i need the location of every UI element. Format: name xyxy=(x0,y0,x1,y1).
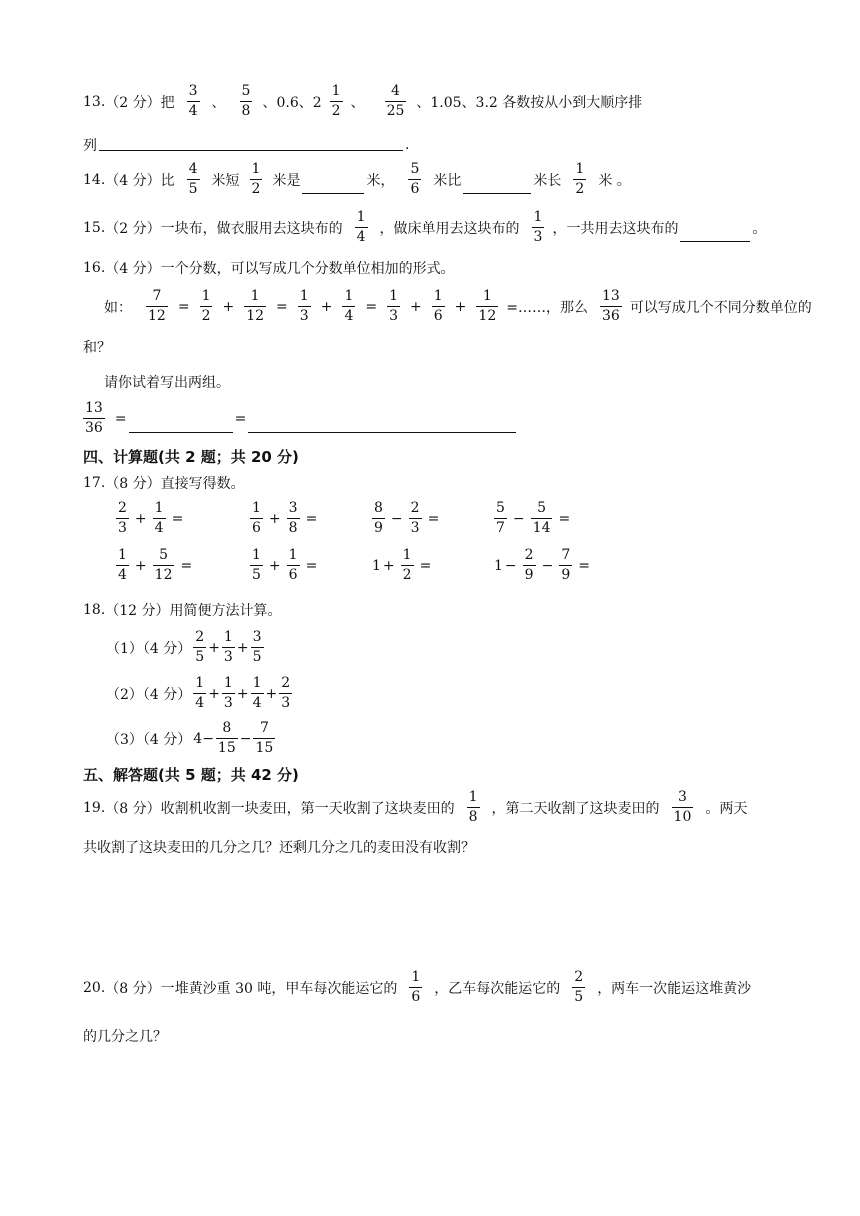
q15-line xyxy=(83,210,860,246)
answer-blank[interactable] xyxy=(129,431,233,433)
q14-points: （4 分） xyxy=(105,172,161,189)
q20-text: ，两车一次能运这堆黄沙 xyxy=(597,980,752,997)
equals-sign: = xyxy=(180,557,193,574)
q15-text: ，一共用去这块布的 xyxy=(552,220,679,237)
fraction: $\frac{4}{5}$ xyxy=(188,161,198,198)
q13-text: 、1.05、3.2 各数按从小到大顺序排 xyxy=(416,94,643,111)
calc-item xyxy=(116,501,185,537)
section-title: 四、计算题(共 2 题；共 20 分) xyxy=(83,448,299,466)
q20-text: 一堆黄沙重 30 吨，甲车每次能运它的 xyxy=(160,980,398,997)
q20-text: ，乙车每次能运它的 xyxy=(434,980,561,997)
q15-number: 15. xyxy=(83,219,106,236)
q16-text: 可以写成几个不同分数单位的 xyxy=(629,299,812,316)
q14-text: 米是 xyxy=(272,172,301,189)
fraction: $\frac{1}{12}$ xyxy=(478,288,497,325)
q13-points: （2 分） xyxy=(105,94,161,111)
q13-line2 xyxy=(83,135,860,155)
fraction: $\frac{1}{3}$ xyxy=(299,288,309,325)
q17-line xyxy=(83,473,860,493)
plus-sign: + xyxy=(222,298,235,315)
fraction: $\frac{1}{4}$ xyxy=(154,500,164,537)
q18-part3 xyxy=(106,721,860,757)
q19-text: 收割机收割一块麦田，第一天收割了这块麦田的 xyxy=(160,800,455,817)
fraction: $\frac{1}{2}$ xyxy=(402,547,412,584)
q16-points: （4 分） xyxy=(105,261,161,277)
q20-line1 xyxy=(83,970,860,1006)
fraction: $\frac{1}{6}$ xyxy=(288,547,298,584)
fraction: $\frac{1}{4}$ xyxy=(356,209,366,246)
q17-number: 17. xyxy=(83,475,106,491)
q16-text: 请你试着写出两组。 xyxy=(104,375,230,391)
operator: − xyxy=(504,557,517,574)
fraction: $\frac{1}{12}$ xyxy=(246,288,265,325)
fraction: $\frac{2}{3}$ xyxy=(410,500,420,537)
fraction: $\frac{7}{9}$ xyxy=(561,547,571,584)
operator: + xyxy=(268,557,281,574)
q17-text: 直接写得数。 xyxy=(160,476,245,492)
fraction: $\frac{1}{4}$ xyxy=(344,288,354,325)
fraction: $\frac{2}{5}$ xyxy=(195,629,205,666)
operator: + xyxy=(268,510,281,527)
fraction: $\frac{2}{5}$ xyxy=(574,969,584,1006)
plus-sign: + xyxy=(410,298,422,315)
q16-text: 和？ xyxy=(83,340,111,356)
q19-number: 19. xyxy=(83,799,106,816)
fraction: $\frac{1}{8}$ xyxy=(468,789,478,826)
part-label: （1）（4 分） xyxy=(106,640,192,657)
q20-number: 20. xyxy=(83,979,106,996)
q17-points: （8 分） xyxy=(105,476,161,492)
whole-number: 1 xyxy=(372,557,381,574)
fraction: $\frac{7}{15}$ xyxy=(255,720,274,757)
calc-item xyxy=(116,548,194,584)
equals-sign: = xyxy=(114,410,127,427)
equals-sign: = xyxy=(276,298,288,315)
fraction: $\frac{1}{3}$ xyxy=(533,209,543,246)
equals-sign: = xyxy=(234,410,247,427)
calc-item xyxy=(250,548,319,584)
fraction: $\frac{5}{7}$ xyxy=(496,500,505,537)
fraction: $\frac{1}{2}$ xyxy=(331,83,341,120)
fraction: $\frac{7}{12}$ xyxy=(148,288,166,325)
fraction: $\frac{3}{10}$ xyxy=(673,789,692,826)
q13-text: 把 xyxy=(160,94,175,111)
operator: + xyxy=(134,557,147,574)
fraction: $\frac{5}{6}$ xyxy=(410,161,420,198)
fraction: $\frac{3}{5}$ xyxy=(252,629,262,666)
fraction: $\frac{1}{6}$ xyxy=(411,969,421,1006)
q16-line3 xyxy=(83,337,860,357)
q20-text: 的几分之几？ xyxy=(83,1029,167,1045)
operator: − xyxy=(390,510,403,527)
whole-number: 1 xyxy=(494,557,503,574)
separator: 、 xyxy=(350,94,365,111)
section-title: 五、解答题(共 5 题；共 42 分) xyxy=(83,766,299,784)
equals-sign: = xyxy=(578,557,590,574)
operator: + xyxy=(382,557,395,574)
q18-part2 xyxy=(106,676,860,712)
equals-sign: = xyxy=(365,298,378,315)
fraction: $\frac{1}{4}$ xyxy=(195,675,205,712)
fraction: $\frac{13}{36}$ xyxy=(85,400,103,437)
q20-points: （8 分） xyxy=(105,980,161,997)
q20-line2 xyxy=(83,1026,860,1046)
fraction: $\frac{3}{8}$ xyxy=(288,500,298,537)
fraction: $\frac{1}{4}$ xyxy=(118,547,127,584)
answer-blank[interactable] xyxy=(248,431,516,433)
calc-item xyxy=(372,501,441,537)
q19-line1 xyxy=(83,790,860,826)
equals-sign: = xyxy=(419,557,432,574)
plus-sign: + xyxy=(454,298,467,315)
fraction: $\frac{1}{3}$ xyxy=(389,288,399,325)
answer-blank[interactable] xyxy=(680,240,750,242)
operator: + xyxy=(236,685,249,702)
q15-text: 一块布，做衣服用去这块布的 xyxy=(160,220,343,237)
fraction: $\frac{1}{4}$ xyxy=(252,675,262,712)
operator: − xyxy=(239,730,252,747)
q13-text: . xyxy=(405,137,410,153)
fraction: $\frac{8}{15}$ xyxy=(217,720,236,757)
fraction: $\frac{5}{8}$ xyxy=(241,83,251,120)
q15-text: ，做床单用去这块布的 xyxy=(379,220,520,237)
operator: + xyxy=(265,685,278,702)
q16-text: 一个分数，可以写成几个分数单位相加的形式。 xyxy=(160,261,455,277)
separator: 、 xyxy=(211,94,226,111)
fraction: $\frac{1}{2}$ xyxy=(201,288,211,325)
q18-line xyxy=(83,600,860,620)
q14-text: 米比 xyxy=(433,172,462,189)
fraction: $\frac{1}{5}$ xyxy=(252,547,261,584)
operator: − xyxy=(512,510,525,527)
q19-text: 。两天 xyxy=(705,800,748,817)
fraction: $\frac{2}{9}$ xyxy=(524,547,534,584)
q16-line4 xyxy=(104,372,860,392)
q14-text: 米短 xyxy=(211,172,240,189)
answer-blank[interactable] xyxy=(463,192,531,194)
q18-points: （12 分） xyxy=(105,603,170,619)
fraction: $\frac{2}{3}$ xyxy=(118,500,127,537)
calc-item xyxy=(494,548,592,584)
answer-blank[interactable] xyxy=(302,192,364,194)
section5-heading xyxy=(83,764,860,785)
fraction: $\frac{1}{6}$ xyxy=(252,500,261,537)
equals-sign: = xyxy=(558,510,571,527)
q16-line1 xyxy=(83,258,860,278)
q19-points: （8 分） xyxy=(105,800,161,817)
q13-text: 、0.6、2 xyxy=(262,94,322,111)
fraction: $\frac{5}{14}$ xyxy=(532,500,551,537)
fraction: $\frac{8}{9}$ xyxy=(374,500,383,537)
equals-sign: = xyxy=(427,510,440,527)
q16-number: 16. xyxy=(83,260,106,276)
calc-item xyxy=(494,501,572,537)
equals-sign: = xyxy=(305,510,318,527)
calc-item xyxy=(372,548,433,584)
part-label: （2）（4 分） xyxy=(106,686,192,703)
q19-text: ，第二天收割了这块麦田的 xyxy=(491,800,660,817)
operator: + xyxy=(208,639,220,656)
q14-text: 比 xyxy=(160,172,175,189)
q13-line1 xyxy=(83,84,860,120)
q18-part1 xyxy=(106,630,860,666)
q16-text: =……，那么 xyxy=(506,299,588,316)
equals-sign: = xyxy=(305,557,318,574)
q16-answer-line xyxy=(83,401,860,437)
q18-number: 18. xyxy=(83,602,106,618)
section4-heading xyxy=(83,446,860,467)
q15-text: 。 xyxy=(752,220,767,237)
fraction: $\frac{2}{3}$ xyxy=(281,675,291,712)
whole-number: 4 xyxy=(193,730,203,747)
q15-points: （2 分） xyxy=(105,220,161,237)
q14-text: 米长 xyxy=(533,172,562,189)
operator: + xyxy=(208,685,220,702)
equals-sign: = xyxy=(171,510,184,527)
plus-sign: + xyxy=(320,298,333,315)
fraction: $\frac{1}{2}$ xyxy=(251,161,261,198)
part-label: （3）（4 分） xyxy=(106,731,192,748)
q13-text: 列 xyxy=(83,138,97,154)
calc-item xyxy=(250,501,319,537)
q14-text: 米， xyxy=(366,172,395,189)
fraction: $\frac{4}{25}$ xyxy=(386,83,405,120)
fraction: $\frac{1}{3}$ xyxy=(223,675,233,712)
equals-sign: = xyxy=(177,298,190,315)
fraction: $\frac{1}{6}$ xyxy=(433,288,443,325)
fraction: $\frac{13}{36}$ xyxy=(601,288,620,325)
q16-line2 xyxy=(104,289,860,325)
operator: − xyxy=(541,557,554,574)
operator: − xyxy=(202,730,214,747)
operator: + xyxy=(236,639,249,656)
answer-blank[interactable] xyxy=(99,149,403,151)
q19-text: 共收割了这块麦田的几分之几？还剩几分之几的麦田没有收割？ xyxy=(83,840,475,856)
operator: + xyxy=(134,510,147,527)
q14-line xyxy=(83,162,860,198)
q14-text: 米 。 xyxy=(598,172,631,189)
q19-line2 xyxy=(83,837,860,857)
fraction: $\frac{3}{4}$ xyxy=(188,83,198,120)
q13-number: 13. xyxy=(83,93,106,110)
fraction: $\frac{1}{3}$ xyxy=(223,629,233,666)
fraction: $\frac{1}{2}$ xyxy=(575,161,585,198)
q18-text: 用简便方法计算。 xyxy=(169,603,282,619)
fraction: $\frac{5}{12}$ xyxy=(154,547,173,584)
q16-text: 如： xyxy=(104,299,132,316)
q14-number: 14. xyxy=(83,171,106,188)
